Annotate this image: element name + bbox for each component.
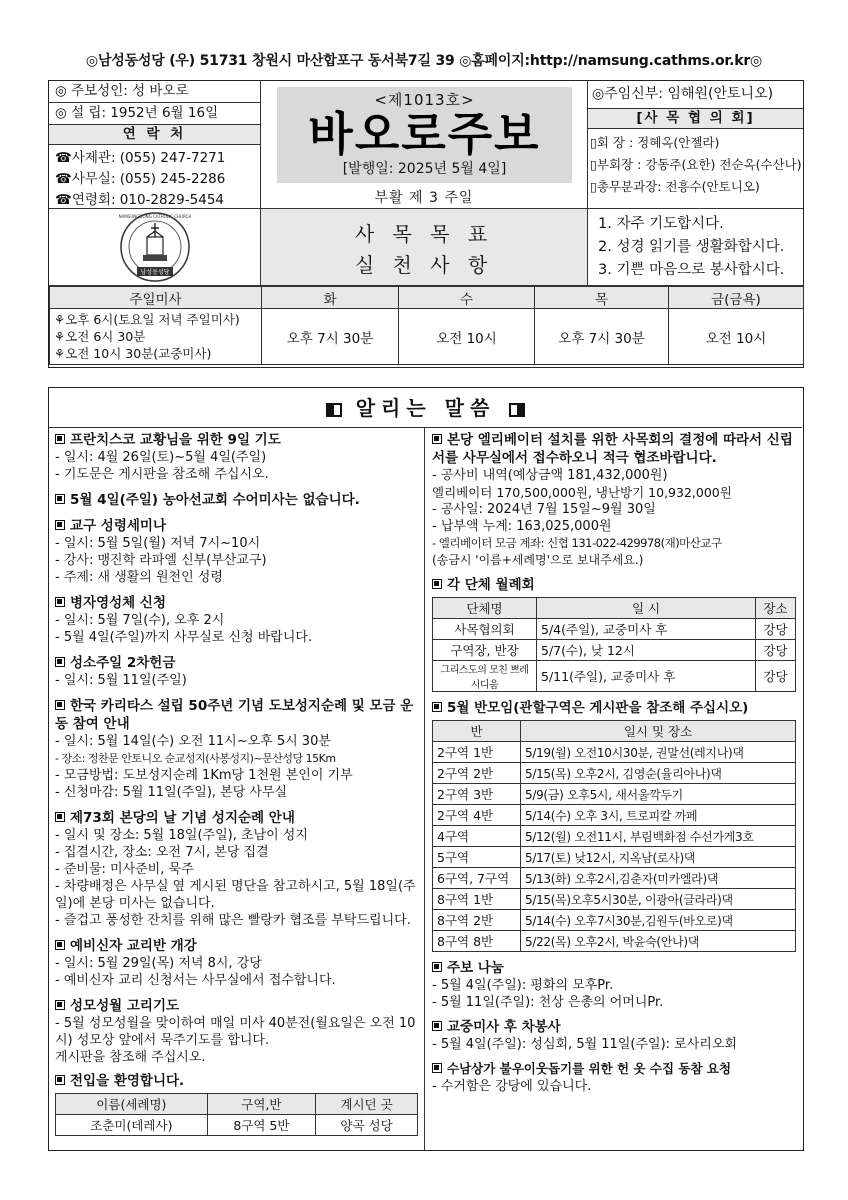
welcome-header: 이름(세례명) [56,1094,208,1115]
notice-square-icon [326,403,342,417]
ban-name-cell: 4구역 [433,826,521,847]
section-line: - 준비물: 미사준비, 묵주 [55,862,194,877]
goals-title-box [261,209,588,286]
bullet-square-icon [432,1063,442,1073]
table-row [433,805,796,826]
bullet-square-icon [55,1000,65,1010]
ban-detail-cell: 5/22(목) 오후2시, 박윤숙(안나)댁 [521,931,796,952]
ban-name-cell: 8구역 1반 [433,889,521,910]
right-info-box [588,81,803,209]
table-row [433,847,796,868]
bullet-square-icon [55,700,65,710]
table-row [433,742,796,763]
mass-header: 주일미사 [50,287,262,309]
table-row: 사목협의회 5/4(주일), 교중미사 후 강당 [433,619,796,640]
ban-name-cell: 2구역 3반 [433,784,521,805]
group-meeting-table: 단체명 일 시 장소 사목협의회 5/4(주일), 교중미사 후 강당 구역장, 반장 5/7(수), 낮 12시 강당 그리스도의 모친 쁘레시디움 5/11(주일), 교중미사 후 강당 [432,597,796,692]
notice-header [49,388,802,428]
council-title: [사 목 협 의 회] [588,109,803,129]
notice-square-icon [509,403,525,417]
sunday-mass-time: ⚘오전 10시 30분(교중미사) [54,346,212,361]
wednesday-mass: 오전 10시 [399,309,535,365]
tuesday-mass: 오후 7시 30분 [262,309,399,365]
section-line: - 장소: 정찬문 안토니오 순교성지(사봉성지)~문산성당 15Km [55,752,336,765]
section-line: 엘리베이터 170,500,000원, 냉난방기 10,932,000원 [432,485,732,500]
bullet-square-icon [55,520,65,530]
council-member: ▯부회장 : 강동주(요한) 전순옥(수산나) [590,157,802,172]
notice-left-column [49,428,425,1150]
ban-detail-cell: 5/17(토) 낮12시, 지옥남(로사)댁 [521,847,796,868]
section-title: 본당 엘리베이터 설치를 위한 사목회의 결정에 따라서 신립서를 사무실에서 접수하오니 적극 협조바랍니다. [432,432,793,466]
section-line: - 일시: 5월 5일(월) 저녁 7시~10시 [55,536,261,551]
section-title: 수남상가 불우이웃돕기를 위한 헌 옷 수집 동참 요청 [432,1060,796,1078]
section-title: 전입을 환영합니다. [55,1072,418,1090]
section-line: - 신청마감: 5월 11일(주일), 본당 사무실 [55,785,288,800]
thursday-mass: 오후 7시 30분 [535,309,669,365]
table-row [433,826,796,847]
ban-detail-cell: 5/14(수) 오후7시30분,김원두(바오로)댁 [521,910,796,931]
section-line: - 기도문은 게시판을 참조해 주십시오. [55,467,269,482]
section-title: 5월 4일(주일) 농아선교회 수어미사는 없습니다. [55,491,418,509]
office-phone: ☎사무실: (055) 245-2286 [55,171,226,187]
section-line: - 일시: 5월 11일(주일) [55,673,187,688]
bullet-square-icon [55,434,65,444]
bullet-square-icon [55,812,65,822]
sunday-mass-cell [50,309,262,365]
issue-date: [발행일: 2025년 5월 4일] [342,161,507,177]
mass-schedule-table [49,286,804,365]
section-title: 제73회 본당의 날 기념 성지순례 안내 [55,809,418,827]
section-line: - 5월 성모성월을 맞이하여 매일 미사 40분전(월요일은 오전 10시) 성모상 앞에서 묵주기도를 합니다. [55,1016,416,1048]
section-line: - 수거함은 강당에 있습니다. [432,1079,592,1094]
table-row [433,910,796,931]
bulletin-header [48,80,804,368]
contact-title: 연 락 처 [49,125,260,145]
ban-detail-cell: 5/15(목)오후5시30분, 이광아(글라라)댁 [521,889,796,910]
ban-name-cell: 2구역 4반 [433,805,521,826]
table-row [433,784,796,805]
welcome-header: 계시던 곳 [316,1094,418,1115]
section-line: 게시판을 참조해 주십시오. [55,1050,206,1065]
section-line: - 공사일: 2024년 7월 15일~9월 30일 [432,502,656,517]
section-title: 성소주일 2차헌금 [55,654,418,672]
section-line: - 주제: 새 생활의 원천인 성령 [55,570,223,585]
goals-title-2: 실 천 사 항 [354,253,494,277]
goals-title-1: 사 목 목 표 [354,222,494,246]
notice-title: 알리는 말씀 [355,396,496,420]
ban-meeting-table: 반 일시 및 장소 2구역 1반 5/19(월) 오전10시30분, 권말선(레지나)댁 2구역 2반 5/15(목) 오후2시, 김영순(율리아나)댁 2구역 3반 5/9(금) 오후5시, 새서울깍두기 2구역 4반 5/14(수) 오후 3시, 트로피칼 까페 4구역 5/12(월) 오전11시, 부림백화점 수선가게3호 5구역 5/17(토) 낮12시, 지옥남(로사)댁 6구역, 7구역 5/13(화) 오후2시,김춘자(미카엘라)댁 8구역 1반 5/15(목)오후5시30분, 이광아(글라라)댁 8구역 2반 5/14(수) 오후7시30분,김원두(바오로)댁 8구역 8반 5/22(목) 오후2시, 박윤숙(안나)댁 [432,720,796,952]
ban-name-cell: 6구역, 7구역 [433,868,521,889]
ban-name-cell: 2구역 1반 [433,742,521,763]
ban-detail-cell: 5/19(월) 오전10시30분, 권말선(레지나)댁 [521,742,796,763]
pastor-name: ◎주임신부: 임해원(안토니오) [588,81,803,109]
sunday-mass-time: ⚘오전 6시 30분 [54,329,146,344]
section-line: - 일시 및 장소: 5월 18일(주일), 초남이 성지 [55,828,308,843]
bullet-square-icon [432,702,442,712]
table-row: 조춘미(데레사) 8구역 5반 양곡 성당 [56,1115,418,1136]
table-row [433,763,796,784]
ban-name-cell: 8구역 8반 [433,931,521,952]
section-line: - 일시: 5월 7일(수), 오후 2시 [55,613,225,628]
section-line: - 일시: 5월 29일(목) 저녁 8시, 강당 [55,956,262,971]
ban-name-cell: 5구역 [433,847,521,868]
welcome-table [55,1093,418,1136]
section-line: - 공사비 내역(예상금액 181,432,000원) [432,468,668,483]
section-title: 성모성월 고리기도 [55,997,418,1015]
ban-detail-cell: 5/12(월) 오전11시, 부림백화점 수선가게3호 [521,826,796,847]
ban-detail-cell: 5/15(목) 오후2시, 김영순(율리아나)댁 [521,763,796,784]
bullet-square-icon [55,940,65,950]
bullet-square-icon [432,579,442,589]
bullet-square-icon [55,597,65,607]
section-line: - 일시: 5월 14일(수) 오전 11시~오후 5시 30분 [55,734,331,749]
sunday-mass-time: ⚘오후 6시(토요일 저녁 주일미사) [54,312,240,327]
council-member: ▯회 장 : 정혜옥(안젤라) [590,135,720,150]
section-line: - 강사: 맹진학 라파엘 신부(부산교구) [55,553,267,568]
liturgical-sunday: 부활 제 3 주일 [374,190,474,206]
table-row: 구역장, 반장 5/7(수), 낮 12시 강당 [433,640,796,661]
section-line: - 일시: 4월 26일(토)~5월 4일(주일) [55,450,267,465]
association-phone: ☎연령회: 010-2829-5454 [55,192,225,208]
goals-list [588,209,803,286]
founded-date: ◎ 설 립: 1952년 6월 16일 [49,103,260,125]
seal-box [49,209,261,286]
bullet-square-icon [55,657,65,667]
ban-detail-cell: 5/14(수) 오후 3시, 트로피칼 까페 [521,805,796,826]
table-row [433,889,796,910]
ban-name-cell: 2구역 2반 [433,763,521,784]
table-row [433,868,796,889]
ban-name-cell: 8구역 2반 [433,910,521,931]
ban-detail-cell: 5/9(금) 오후5시, 새서울깍두기 [521,784,796,805]
section-title: 교구 성령세미나 [55,517,418,535]
notice-board [48,387,804,1151]
section-line: - 예비신자 교리 신청서는 사무실에서 접수합니다. [55,973,336,988]
section-line: (송금시 '이름+세례명'으로 보내주세요.) [432,553,644,567]
bullet-square-icon [55,494,65,504]
bulletin-title: 바오로주보 [308,107,541,161]
bullet-square-icon [432,1021,442,1031]
header-address-line: ◎남성동성당 (우) 51731 창원시 마산합포구 동서북7길 39 ◎홈페이지:http://namsung.cathms.or.kr◎ [85,53,763,69]
friday-mass: 오전 10시 [669,309,804,365]
mass-header: 금(금욕) [669,287,804,309]
title-block [277,87,572,183]
bulletin-title-box [261,81,588,209]
seal-text: NAMSUNGDONG CATHOLIC CHURCH [118,214,192,219]
patron-saint: ◎ 주보성인: 성 바오로 [49,81,260,103]
ban-detail-cell: 5/13(화) 오후2시,김춘자(미카엘라)댁 [521,868,796,889]
goal-item: 3. 기쁜 마음으로 봉사합시다. [598,262,785,278]
rectory-phone: ☎사제관: (055) 247-7271 [55,150,226,166]
seal-label: 남성동성당 [140,269,170,276]
table-row [433,931,796,952]
section-title: 한국 카리타스 설립 50주년 기념 도보성지순례 및 모금 운동 참여 안내 [55,698,414,732]
goal-item: 1. 자주 기도합시다. [598,216,724,232]
church-seal-icon [110,211,200,283]
section-title: 5월 반모임(관할구역은 게시판을 참조해 주십시오) [432,699,796,717]
section-line: - 5월 4일(주일): 평화의 모후Pr. [432,978,614,993]
section-line: - 차량배정은 사무실 옆 게시된 명단을 참고하시고, 5월 18일(주일)에 본당 미사는 없습니다. [55,879,416,911]
section-line: - 모금방법: 도보성지순례 1Km당 1천원 본인이 기부 [55,768,353,783]
section-title: 교중미사 후 차봉사 [432,1018,796,1036]
section-title: 예비신자 교리반 개강 [55,937,418,955]
welcome-header: 구역,반 [207,1094,315,1115]
section-line: - 집결시간, 장소: 오전 7시, 본당 집결 [55,845,269,860]
section-line: - 5월 4일(주일)까지 사무실로 신청 바랍니다. [55,630,313,645]
section-line: - 즐겁고 풍성한 잔치를 위해 많은 빨랑카 협조를 부탁드립니다. [55,913,411,928]
section-title: 각 단체 월례회 [432,576,796,594]
issue-number: <제1013호> [374,91,475,109]
mass-header: 수 [399,287,535,309]
goal-item: 2. 성경 읽기를 생활화합시다. [598,239,785,255]
bullet-square-icon [432,434,442,444]
mass-header: 목 [535,287,669,309]
bullet-square-icon [55,1075,65,1085]
bullet-square-icon [432,962,442,972]
notice-right-column [426,428,802,1150]
section-line: - 엘리베이터 모금 계좌: 신협 131-022-429978(재)마산교구 [432,536,722,550]
section-title: 병자영성체 신청 [55,594,418,612]
section-line: - 납부액 누계: 163,025,000원 [432,519,612,534]
section-line: - 5월 4일(주일): 성심회, 5월 11일(주일): 로사리오회 [432,1037,737,1052]
council-member: ▯총무분과장: 전흥수(안토니오) [590,179,760,194]
section-title: 프란치스코 교황님을 위한 9일 기도 [55,431,418,449]
left-info-box [49,81,261,209]
mass-header: 화 [262,287,399,309]
section-line: - 5월 11일(주일): 천상 은총의 어머니Pr. [432,995,664,1010]
section-title: 주보 나눔 [432,959,796,977]
table-row: 그리스도의 모친 쁘레시디움 5/11(주일), 교중미사 후 강당 [433,661,796,692]
